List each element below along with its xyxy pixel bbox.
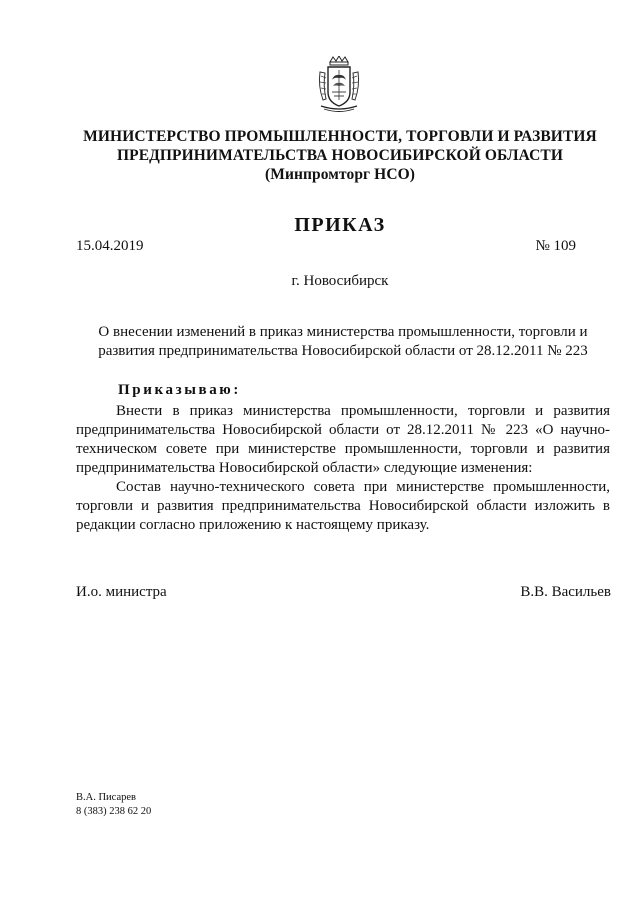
order-directive-word: Приказываю: (118, 382, 241, 398)
executor-phone: 8 (383) 238 62 20 (76, 806, 152, 817)
document-type-title: ПРИКАЗ (294, 214, 386, 236)
body-paragraph: Внести в приказ министерства промышленности, торговли и развития предпринимательства Новосибирской области от 28.12.2011 № 223 «О научно-техническом совете при министерстве промышленности, торговли и развития предпринимательства Новосибирской области» следующие изменения: (76, 403, 610, 476)
signatory-name: В.В. Васильев (520, 584, 611, 600)
document-number: № 109 (535, 238, 576, 254)
coat-of-arms-icon (317, 56, 361, 114)
document-city: г. Новосибирск (291, 273, 389, 289)
executor-name: В.А. Писарев (76, 792, 136, 803)
organization-name-line-2: ПРЕДПРИНИМАТЕЛЬСТВА НОВОСИБИРСКОЙ ОБЛАСТИ (116, 147, 564, 164)
body-paragraph: Состав научно-технического совета при министерстве промышленности, торговли и развития предпринимательства Новосибирской области изложить в редакции согласно приложению к настоящему приказу. (76, 479, 610, 533)
organization-short-name: (Минпромторг НСО) (264, 166, 416, 183)
document-date: 15.04.2019 (76, 238, 144, 254)
document-subject: О внесении изменений в приказ министерства промышленности, торговли и развития предпринимательства Новосибирской области от 28.12.2011 № 223 (98, 324, 588, 359)
signatory-title: И.о. министра (76, 584, 167, 600)
organization-name-line-1: МИНИСТЕРСТВО ПРОМЫШЛЕННОСТИ, ТОРГОВЛИ И РАЗВИТИЯ (83, 128, 597, 145)
